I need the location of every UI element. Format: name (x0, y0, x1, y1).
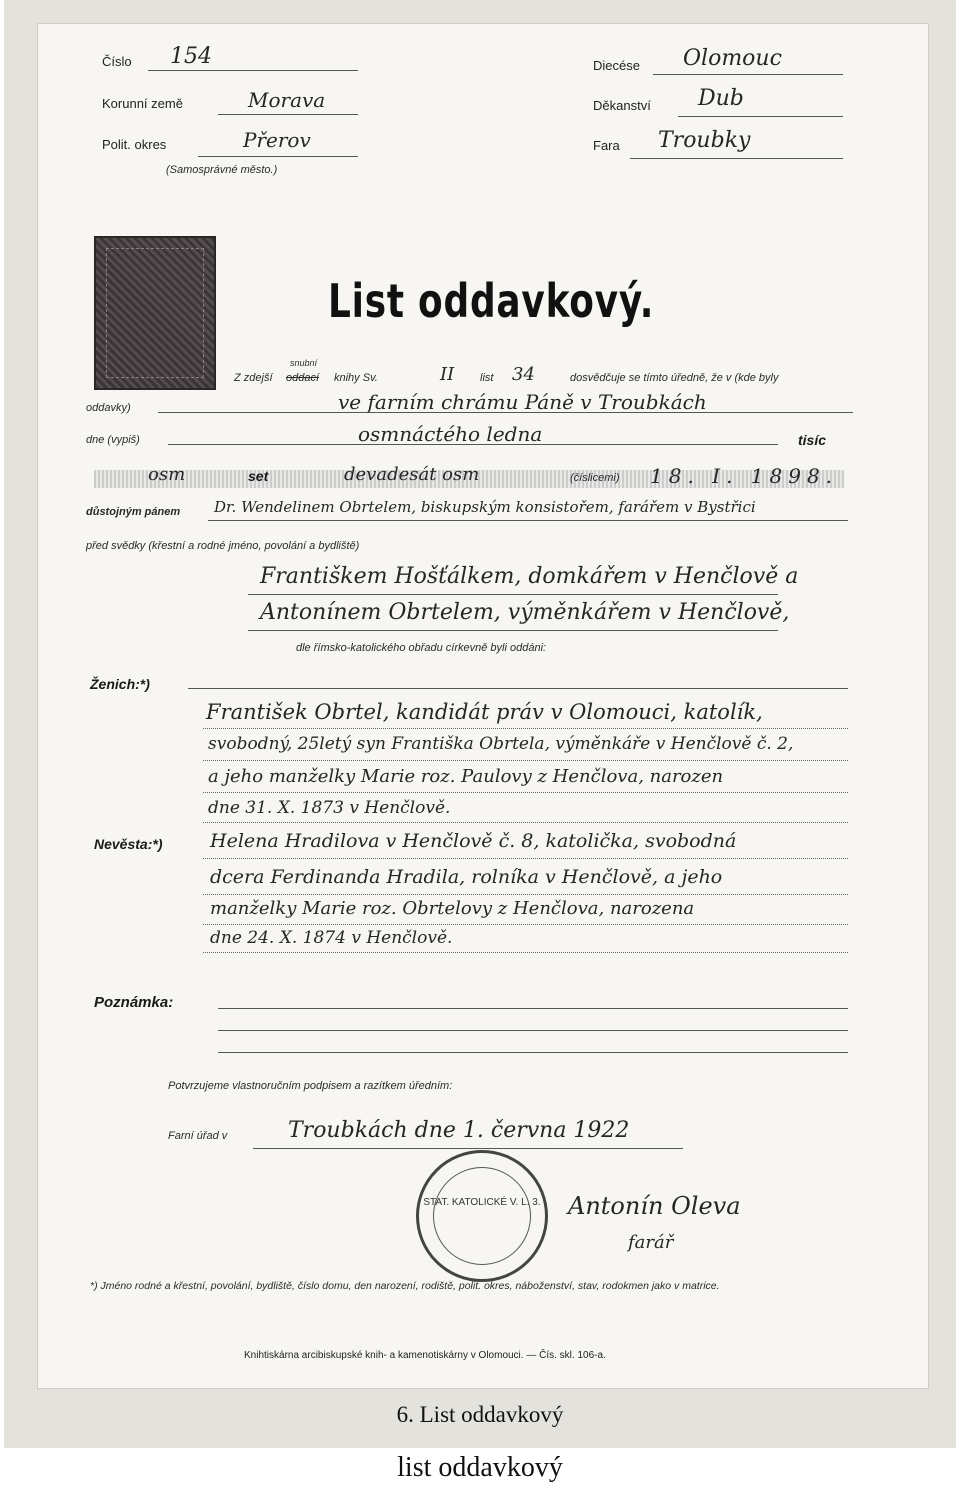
misto-label: (Samosprávné město.) (166, 164, 278, 176)
line1-struck: oddací (286, 372, 320, 384)
line1-text-c: dosvědčuje se tímto úředně, že v (kde byly (570, 372, 779, 384)
nevesta-label: Nevěsta:*) (94, 836, 163, 852)
rule (188, 688, 848, 689)
diecese-label: Diecése (593, 58, 640, 73)
dekanstvi-label: Děkanství (593, 98, 651, 113)
revenue-stamp-icon (94, 236, 216, 390)
figure-caption: 6. List oddavkový (396, 1402, 564, 1427)
okres-value: Přerov (243, 128, 311, 152)
document-title: List oddavkový. (328, 274, 655, 328)
rule (203, 924, 848, 925)
zenich-label: Ženich:*) (90, 676, 150, 692)
seal-text: STAT. KATOLICKÉ V. L. 3. (423, 1197, 541, 1208)
rule (218, 114, 358, 115)
nevesta-line2: dcera Ferdinanda Hradila, rolníka v Henčlově, a jeho (210, 866, 723, 888)
farni-value: Troubkách dne 1. června 1922 (288, 1118, 630, 1143)
svedek1: Františkem Hošťálkem, domkářem v Henčlově a (260, 564, 799, 589)
rule (148, 70, 358, 71)
rule (203, 858, 848, 859)
line1-text-b: knihy Sv. (334, 372, 378, 384)
set-label: set (248, 468, 269, 484)
signature: Antonín Oleva (568, 1192, 741, 1220)
zeme-value: Morava (248, 88, 326, 112)
rule (203, 822, 848, 823)
sto-value: osm (148, 464, 186, 485)
oddavky-value: ve farním chrámu Páně v Troubkách (338, 390, 707, 414)
cislicemi-label: (číslicemi) (570, 472, 620, 484)
scanned-document (4, 0, 956, 1448)
list-value: 34 (512, 364, 535, 385)
rule (203, 792, 848, 793)
pan-label: důstojným pánem (86, 506, 181, 518)
official-seal-icon (416, 1150, 548, 1282)
rule (248, 630, 778, 631)
zenich-line3: a jeho manželky Marie roz. Paulovy z Henčlova, narozen (208, 766, 724, 787)
rule (253, 1148, 683, 1149)
tisic-label: tisíc (798, 432, 827, 448)
dne-value: osmnáctého ledna (358, 422, 543, 446)
cislicemi-value: 18. I. 1898. (650, 464, 839, 488)
poznamka-label: Poznámka: (94, 994, 174, 1011)
rule (208, 520, 848, 521)
svazek-value: II (440, 364, 455, 385)
marriage-certificate-sheet (38, 24, 928, 1388)
zenich-line2: svobodný, 25letý syn Františka Obrtela, výměnkáře v Henčlově č. 2, (208, 734, 794, 754)
rule (168, 444, 778, 445)
oddavky-label: oddavky) (86, 402, 131, 414)
dekanstvi-value: Dub (698, 86, 744, 111)
farni-label: Farní úřad v (168, 1130, 228, 1142)
okres-label: Polit. okres (102, 137, 167, 152)
potvrzeni-text: Potvrzujeme vlastnoručním podpisem a razítkem úředním: (168, 1080, 453, 1092)
zeme-label: Korunní země (102, 96, 183, 111)
svedci-label: před svědky (křestní a rodné jméno, povolání a bydliště) (86, 540, 360, 552)
rule (203, 728, 848, 729)
nevesta-line1: Helena Hradilova v Henčlově č. 8, katolička, svobodná (210, 830, 737, 852)
fara-label: Fara (593, 138, 620, 153)
rule (218, 1052, 848, 1053)
svedek2: Antonínem Obrtelem, výměnkářem v Henčlově, (260, 600, 790, 625)
rule (218, 1008, 848, 1009)
cislo-value: 154 (170, 44, 212, 69)
cislo-label: Číslo (102, 54, 132, 69)
rule (678, 116, 843, 117)
nevesta-line4: dne 24. X. 1874 v Henčlově. (210, 928, 453, 948)
signature-title: farář (628, 1232, 674, 1253)
fara-value: Troubky (658, 128, 751, 153)
rok-value: devadesát osm (344, 464, 480, 485)
rule (218, 1030, 848, 1031)
footnote: *) Jméno rodné a křestní, povolání, bydliště, číslo domu, den narození, rodiště, polit. okres, náboženství, stav, rodokmen jako v matrice. (90, 1280, 720, 1292)
diecese-value: Olomouc (683, 46, 782, 71)
nevesta-line3: manželky Marie roz. Obrtelovy z Henčlova, narozena (210, 898, 695, 919)
rule (630, 158, 843, 159)
rule (653, 74, 843, 75)
rule (158, 412, 853, 413)
dne-label: dne (vypiš) (86, 434, 140, 446)
obrad-text: dle římsko-katolického obřadu církevně byli oddáni: (296, 642, 547, 654)
rule (203, 760, 848, 761)
printer-note: Knihtiskárna arcibiskupské knih- a kamenotiskárny v Olomouci. — Čís. skl. 106-a. (244, 1350, 606, 1361)
list-label: list (480, 372, 494, 384)
pan-value: Dr. Wendelinem Obrtelem, biskupským konsistořem, farářem v Bystřici (214, 498, 756, 516)
line1-text-a: Z zdejší (234, 372, 273, 384)
rule (198, 156, 358, 157)
zenich-line1: František Obrtel, kandidát práv v Olomouci, katolík, (206, 700, 763, 724)
rule (203, 894, 848, 895)
page-label: list oddavkový (397, 1452, 563, 1483)
rule (248, 594, 778, 595)
rule (203, 952, 848, 953)
line1-insert: snubní (290, 358, 318, 368)
zenich-line4: dne 31. X. 1873 v Henčlově. (208, 798, 451, 818)
